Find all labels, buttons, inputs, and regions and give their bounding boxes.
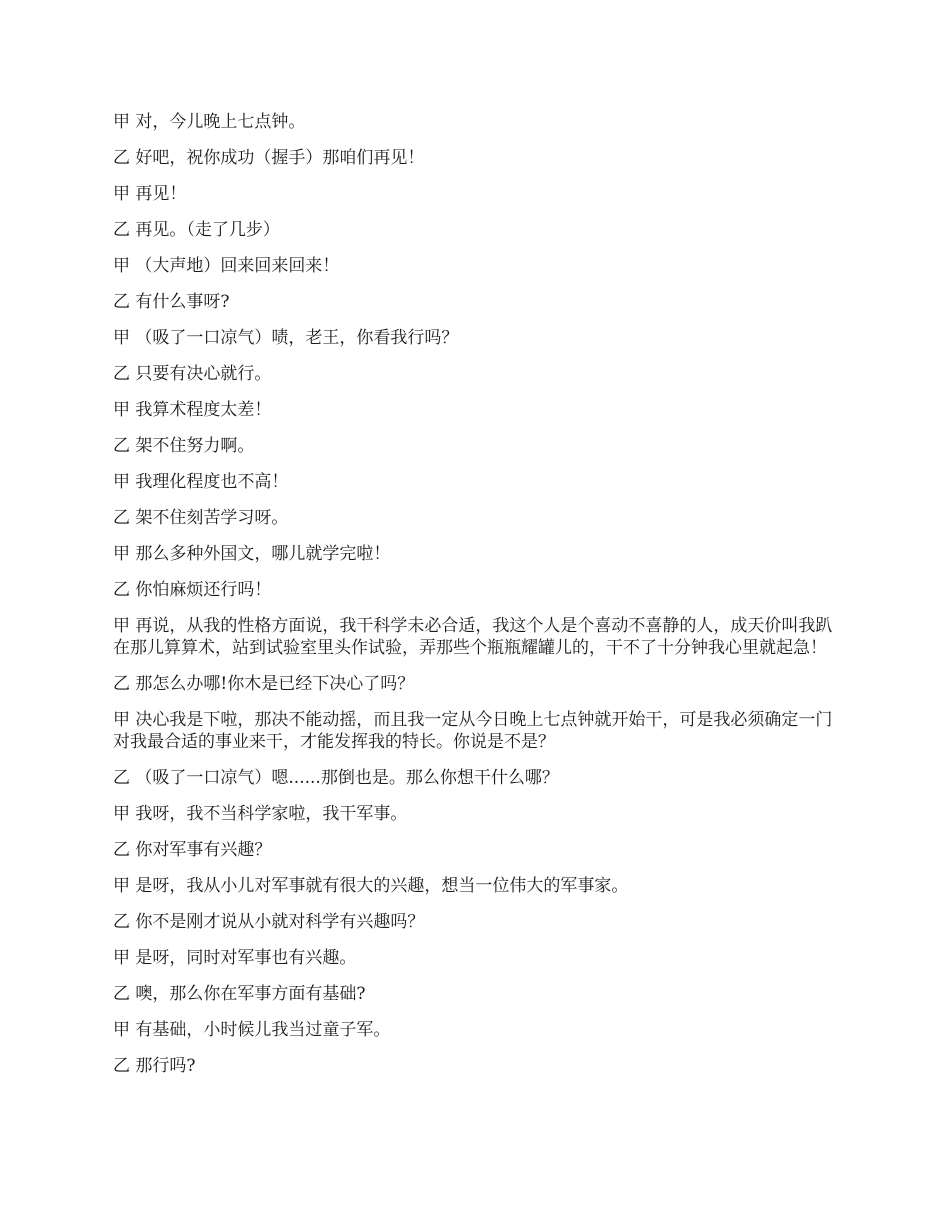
dialogue-line: 甲 决心我是下啦，那决不能动摇，而且我一定从今日晚上七点钟就开始干，可是我必须确定一门对我最合适的事业来干，才能发挥我的特长。你说是不是？ <box>113 710 833 752</box>
dialogue-line: 乙 你不是刚才说从小就对科学有兴趣吗？ <box>113 912 425 932</box>
dialogue-line: 乙 架不住刻苦学习呀。 <box>113 508 289 528</box>
dialogue-line: 乙 噢，那么你在军事方面有基础? <box>113 984 366 1004</box>
dialogue-line: 乙 有什么事呀? <box>113 292 230 312</box>
document-page <box>113 111 843 1091</box>
dialogue-line: 乙 只要有决心就行。 <box>113 364 272 384</box>
dialogue-line: 乙 那怎么办哪!你木是已经下决心了吗？ <box>113 674 415 694</box>
dialogue-line: 甲 对，今儿晚上七点钟。 <box>113 112 306 132</box>
dialogue-line: 乙 （吸了一口凉气）嗯......那倒也是。那么你想干什么哪？ <box>113 768 559 788</box>
dialogue-line: 甲 我算术程度太差！ <box>113 400 272 420</box>
dialogue-line: 乙 好吧，祝你成功（握手）那咱们再见！ <box>113 148 425 168</box>
dialogue-line: 乙 再见。（走了几步） <box>113 220 280 240</box>
dialogue-line: 甲 我呀，我不当科学家啦，我干军事。 <box>113 804 408 824</box>
dialogue-line: 乙 你怕麻烦还行吗！ <box>113 580 272 600</box>
dialogue-line: 乙 架不住努力啊。 <box>113 436 255 456</box>
dialogue-line: 甲 是呀，我从小儿对军事就有很大的兴趣，想当一位伟大的军事家。 <box>113 876 629 896</box>
dialogue-line: 甲 再说，从我的性格方面说，我干科学未必合适，我这个人是个喜动不喜静的人，成天价叫我趴在那儿算算术，站到试验室里头作试验，弄那些个瓶瓶耀罐儿的，干不了十分钟我心里就起急！ <box>113 616 833 658</box>
dialogue-line: 甲 （吸了一口凉气）啧，老王，你看我行吗？ <box>113 328 459 348</box>
dialogue-line: 甲 （大声地）回来回来回来！ <box>113 256 340 276</box>
dialogue-line: 甲 是呀，同时对军事也有兴趣。 <box>113 948 357 968</box>
dialogue-line: 乙 那行吗? <box>113 1056 196 1076</box>
dialogue-line: 甲 我理化程度也不高！ <box>113 472 289 492</box>
dialogue-line: 甲 有基础，小时候儿我当过童子军。 <box>113 1020 391 1040</box>
dialogue-line: 甲 再见！ <box>113 184 187 204</box>
dialogue-line: 甲 那么多种外国文，哪儿就学完啦！ <box>113 544 391 564</box>
dialogue-line: 乙 你对军事有兴趣？ <box>113 840 272 860</box>
